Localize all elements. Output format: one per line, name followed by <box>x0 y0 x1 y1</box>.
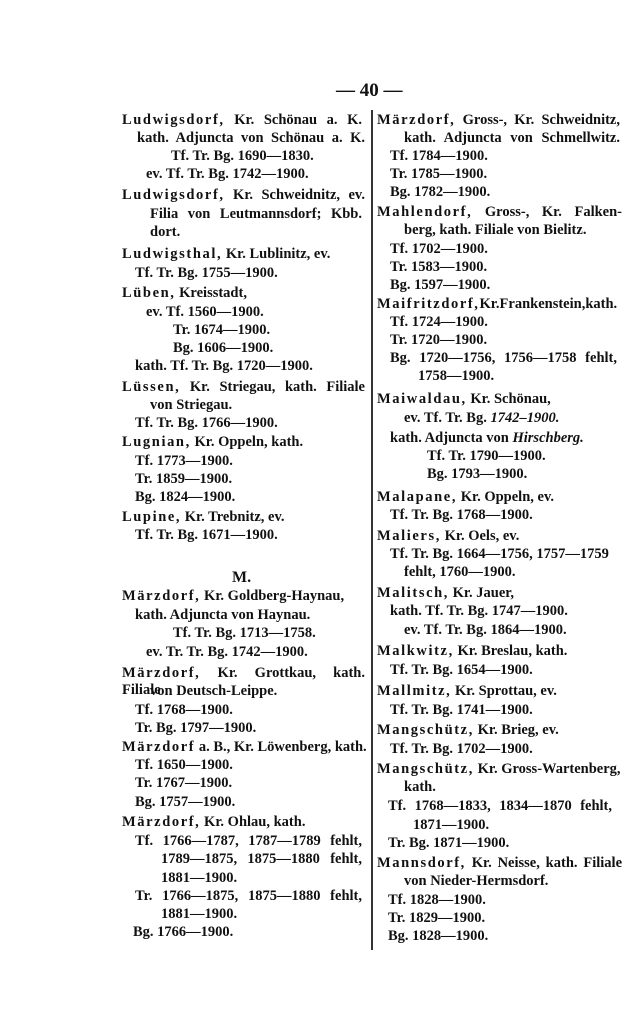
page-number: — 40 — <box>336 80 403 101</box>
record-text: Tr. 1720—1900. <box>390 332 488 348</box>
record-text: 1881—1900. <box>161 906 238 922</box>
record-text: Tr. 1785—1900. <box>390 166 488 182</box>
entry-details: Kr. Striegau, kath. Filiale <box>180 379 365 395</box>
record-text: ev. Tf. Tr. Bg. <box>404 410 487 426</box>
place-name: Mangschütz, <box>377 722 474 738</box>
record-text: kath. Adjuncta von Schönau a. K. <box>137 130 365 146</box>
place-name: Maliers, <box>377 528 441 544</box>
record-line <box>418 368 494 385</box>
record-text: 1881—1900. <box>161 870 238 886</box>
record-text: Tf. Tr. Bg. 1671—1900. <box>135 527 278 543</box>
record-text: Tf. Tr. Bg. 1702—1900. <box>390 741 533 757</box>
record-text: Tf. 1828—1900. <box>388 892 486 908</box>
record-text: kath. Adjuncta von Haynau. <box>135 607 311 623</box>
record-text: ev. Tf. 1560—1900. <box>146 304 264 320</box>
record-line <box>404 779 436 796</box>
entry-heading <box>122 814 305 831</box>
record-line <box>146 644 308 661</box>
record-text: Bg. 1597—1900. <box>390 277 491 293</box>
entry-heading <box>377 722 559 739</box>
record-line <box>135 833 362 850</box>
record-text: Tf. Tr. Bg. 1690—1830. <box>171 148 314 164</box>
record-line <box>390 277 490 294</box>
record-line <box>413 817 489 834</box>
record-text: Tr. 1767—1900. <box>135 775 233 791</box>
record-text: von Nieder-Hermsdorf. <box>404 873 549 889</box>
record-line <box>150 224 180 241</box>
entry-heading <box>377 528 519 545</box>
record-line <box>135 453 233 470</box>
record-text: kath. <box>404 779 436 795</box>
record-line <box>161 870 237 887</box>
entry-heading <box>377 296 622 313</box>
record-line <box>388 892 486 909</box>
record-text: 1871—1900. <box>413 817 490 833</box>
entry-details: Kr. Schweidnitz, ev. <box>224 187 365 203</box>
record-line <box>388 798 612 815</box>
record-line <box>135 265 278 282</box>
entry-heading <box>122 187 365 204</box>
record-text: Bg. 1828—1900. <box>388 928 489 944</box>
record-line <box>390 741 533 758</box>
place-name: Lugnian, <box>122 434 191 450</box>
record-text: Tf. 1702—1900. <box>390 241 488 257</box>
entry-details: Kr. Oppeln, ev. <box>457 489 555 505</box>
entry-details: Kr. Ohlau, kath. <box>200 814 306 830</box>
record-text: Tr. 1859—1900. <box>135 471 233 487</box>
record-text: Tf. Tr. Bg. 1768—1900. <box>390 507 533 523</box>
record-line <box>135 794 235 811</box>
record-line <box>135 888 362 905</box>
record-text: Tf. 1773—1900. <box>135 453 233 469</box>
record-line <box>388 928 488 945</box>
place-name: Mangschütz, <box>377 761 474 777</box>
place-name: Märzdorf, <box>122 814 201 830</box>
record-line <box>390 350 617 367</box>
record-line <box>404 222 586 239</box>
place-name: Ludwigsthal, <box>122 246 223 262</box>
record-text: Tf. Tr. Bg. 1713—1758. <box>173 625 316 641</box>
record-line <box>135 527 278 544</box>
entry-heading <box>377 683 557 700</box>
record-text: kath. Adjuncta von <box>390 430 509 446</box>
record-line <box>146 166 309 183</box>
entry-details: Kr.Frankenstein,kath. <box>479 296 618 312</box>
record-line <box>137 130 365 147</box>
entry-details: Kr. Trebnitz, ev. <box>181 509 285 525</box>
record-line <box>135 702 233 719</box>
entry-details: Kr. Neisse, kath. Filiale <box>465 855 622 871</box>
record-line <box>390 259 487 276</box>
record-text: dort. <box>150 224 181 240</box>
record-text: berg, kath. Filiale von Bielitz. <box>404 222 587 238</box>
record-line <box>404 873 548 890</box>
record-text: Tf. 1724—1900. <box>390 314 488 330</box>
record-text: Tr. 1583—1900. <box>390 259 488 275</box>
place-name: Lüssen, <box>122 379 181 395</box>
record-line <box>404 130 620 147</box>
entry-details: Kreisstadt, <box>175 285 247 301</box>
record-line <box>150 397 232 414</box>
place-name: Maiwaldau, <box>377 391 467 407</box>
record-text: Bg. 1757—1900. <box>135 794 236 810</box>
entry-heading <box>377 643 567 660</box>
record-text: Tf. Tr. Bg. 1766—1900. <box>135 415 278 431</box>
entry-details: Kr. Jauer, <box>449 585 514 601</box>
record-text: Tf. 1650—1900. <box>135 757 233 773</box>
record-line <box>171 148 314 165</box>
entry-heading <box>122 285 247 302</box>
record-text: Tf. 1766—1787, 1787—1789 fehlt, <box>135 833 362 849</box>
place-name: Märzdorf <box>122 739 196 755</box>
record-line <box>135 757 233 774</box>
entry-details: Kr. Brieg, ev. <box>473 722 559 738</box>
record-text: fehlt, 1760—1900. <box>404 564 516 580</box>
record-text: Tf. Tr. Bg. 1654—1900. <box>390 662 533 678</box>
record-text: von Deutsch-Leippe. <box>150 683 278 699</box>
record-line <box>427 448 546 465</box>
record-line <box>390 507 533 524</box>
place-name: Malitsch, <box>377 585 449 601</box>
entry-details: a. B., Kr. Löwenberg, kath. <box>195 739 367 755</box>
entry-details: Kr. Schönau a. K. <box>224 112 362 128</box>
record-line <box>135 607 310 624</box>
entry-details: Kr. Sprottau, ev. <box>451 683 557 699</box>
record-line <box>390 702 533 719</box>
record-line <box>150 206 362 223</box>
record-line <box>390 166 487 183</box>
italic-text: 1742–1900. <box>490 410 560 426</box>
record-line <box>133 924 233 941</box>
record-text: Tr. 1674—1900. <box>173 322 271 338</box>
column-divider <box>371 110 373 950</box>
record-line <box>390 662 533 679</box>
entry-details: Kr. Schönau, <box>466 391 551 407</box>
place-name: Ludwigsdorf, <box>122 112 225 128</box>
record-text: kath. Tf. Tr. Bg. 1747—1900. <box>390 603 568 619</box>
record-text: Tf. Tr. Bg. 1741—1900. <box>390 702 533 718</box>
record-text: 1758—1900. <box>418 368 495 384</box>
entry-heading <box>122 112 362 129</box>
record-line <box>390 148 488 165</box>
entry-heading <box>377 204 622 221</box>
record-text: Bg. 1793—1900. <box>427 466 528 482</box>
entry-heading <box>122 739 367 756</box>
record-text: Tr. Bg. 1797—1900. <box>135 720 257 736</box>
place-name: Mallmitz, <box>377 683 452 699</box>
place-name: Lüben, <box>122 285 176 301</box>
record-text: ev. Tf. Tr. Bg. 1864—1900. <box>404 622 567 638</box>
record-text: Tf. Tr. 1790—1900. <box>427 448 546 464</box>
record-line <box>173 322 270 339</box>
record-line <box>135 415 278 432</box>
record-text: Tf. Tr. Bg. 1664—1756, 1757—1759 <box>390 546 609 562</box>
record-line <box>135 489 235 506</box>
entry-heading <box>377 391 551 408</box>
place-name: Malapane, <box>377 489 458 505</box>
record-text: Tf. 1768—1900. <box>135 702 233 718</box>
entry-heading <box>122 379 365 396</box>
entry-heading <box>122 246 330 263</box>
record-line <box>390 184 490 201</box>
entry-details: Kr. Gross-Wartenberg, <box>473 761 621 777</box>
record-text: Tr. 1766—1875, 1875—1880 fehlt, <box>135 888 362 904</box>
entry-details: Kr. Grottkau, kath. Filiale <box>122 665 365 698</box>
record-line <box>427 466 527 483</box>
entry-heading <box>377 112 620 129</box>
record-text: 1789—1875, 1875—1880 fehlt, <box>161 851 362 867</box>
entry-heading <box>377 585 514 602</box>
entry-heading <box>377 489 554 506</box>
record-line <box>146 304 264 321</box>
record-line <box>404 622 567 639</box>
record-line <box>135 471 232 488</box>
italic-text: Hirschberg. <box>512 430 584 446</box>
place-name: Ludwigsdorf, <box>122 187 225 203</box>
record-text: ev. Tf. Tr. Bg. 1742—1900. <box>146 166 309 182</box>
place-name: Mahlendorf, <box>377 204 473 220</box>
record-line <box>173 625 316 642</box>
record-text: Filia von Leutmannsdorf; Kbb. <box>150 206 362 222</box>
entry-heading <box>122 509 285 526</box>
place-name: Märzdorf, <box>122 588 201 604</box>
entry-details: Gross-, Kr. Schweidnitz, <box>455 112 620 128</box>
record-text: Bg. 1606—1900. <box>173 340 274 356</box>
entry-heading <box>377 761 621 778</box>
record-text: Bg. 1720—1756, 1756—1758 fehlt, <box>390 350 617 366</box>
record-line <box>135 775 232 792</box>
record-line <box>388 835 509 852</box>
place-name: Malkwitz, <box>377 643 454 659</box>
record-line <box>390 241 488 258</box>
record-text: Tr. 1829—1900. <box>388 910 486 926</box>
record-line <box>173 340 273 357</box>
record-text: kath. Tf. Tr. Bg. 1720—1900. <box>135 358 313 374</box>
record-line <box>404 410 559 427</box>
section-heading: M. <box>232 569 252 586</box>
entry-heading <box>122 434 303 451</box>
record-text: Bg. 1766—1900. <box>133 924 234 940</box>
record-line <box>390 603 568 620</box>
record-text: Bg. 1782—1900. <box>390 184 491 200</box>
entry-details: Kr. Goldberg-Haynau, <box>200 588 345 604</box>
record-line <box>161 851 362 868</box>
record-line <box>150 683 277 700</box>
place-name: Märzdorf, <box>377 112 456 128</box>
place-name: Märzdorf, <box>122 665 201 681</box>
record-line <box>135 358 313 375</box>
record-text: von Striegau. <box>150 397 233 413</box>
record-line <box>161 906 237 923</box>
record-line <box>388 910 485 927</box>
entry-heading <box>377 855 622 872</box>
place-name: Mannsdorf, <box>377 855 466 871</box>
record-line <box>135 720 256 737</box>
entry-details: Kr. Oels, ev. <box>440 528 520 544</box>
record-line <box>390 430 584 447</box>
record-text: Tf. 1784—1900. <box>390 148 488 164</box>
entry-details: Gross-, Kr. Falken- <box>472 204 622 220</box>
place-name: Lupine, <box>122 509 182 525</box>
record-text: Bg. 1824—1900. <box>135 489 236 505</box>
record-line <box>390 314 488 331</box>
entry-heading <box>122 588 344 605</box>
record-text: ev. Tr. Tr. Bg. 1742—1900. <box>146 644 308 660</box>
record-line <box>390 546 609 563</box>
entry-details: Kr. Lublinitz, ev. <box>222 246 331 262</box>
record-line <box>404 564 516 581</box>
record-text: kath. Adjuncta von Schmellwitz. <box>404 130 620 146</box>
record-text: Tr. Bg. 1871—1900. <box>388 835 510 851</box>
entry-details: Kr. Oppeln, kath. <box>190 434 304 450</box>
record-text: Tf. Tr. Bg. 1755—1900. <box>135 265 278 281</box>
entry-details: Kr. Breslau, kath. <box>453 643 568 659</box>
record-line <box>390 332 487 349</box>
record-text: Tf. 1768—1833, 1834—1870 fehlt, <box>388 798 612 814</box>
place-name: Maifritzdorf, <box>377 296 480 312</box>
